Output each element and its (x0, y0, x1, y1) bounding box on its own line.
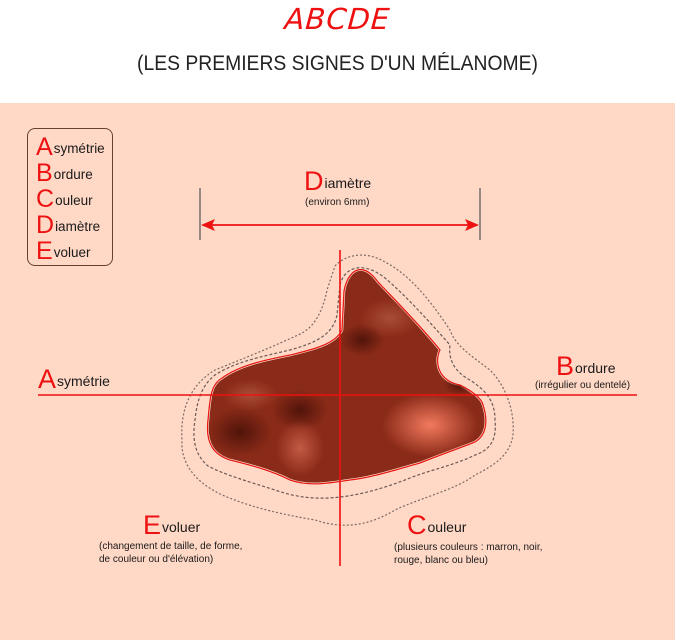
legend-item-asymetrie: Asymétrie (36, 133, 105, 161)
page-subtitle: (LES PREMIERS SIGNES D'UN MÉLANOME) (137, 52, 538, 75)
legend-item-couleur: Couleur (36, 185, 93, 213)
page-title: ABCDE (283, 2, 392, 36)
color-label: Couleur (407, 510, 467, 540)
color-note-line1: (plusieurs couleurs : marron, noir, (394, 542, 543, 553)
legend-box (27, 128, 113, 266)
evolve-note-line1: (changement de taille, de forme, (99, 541, 243, 552)
border-label: Bordure (556, 351, 616, 381)
legend-item-bordure: Bordure (36, 159, 93, 187)
evolve-label: Evoluer (143, 510, 201, 540)
legend-item-diametre: Diamètre (36, 211, 101, 239)
color-note-line2: rouge, blanc ou bleu) (394, 555, 488, 566)
evolve-note-line2: de couleur ou d'élévation) (99, 554, 214, 565)
asymmetry-label: Asymétrie (38, 364, 110, 394)
border-note: (irrégulier ou dentelé) (535, 380, 631, 391)
diameter-note: (environ 6mm) (305, 197, 370, 208)
diameter-label: Diamètre (304, 166, 372, 196)
legend-item-evoluer: Evoluer (36, 237, 91, 265)
